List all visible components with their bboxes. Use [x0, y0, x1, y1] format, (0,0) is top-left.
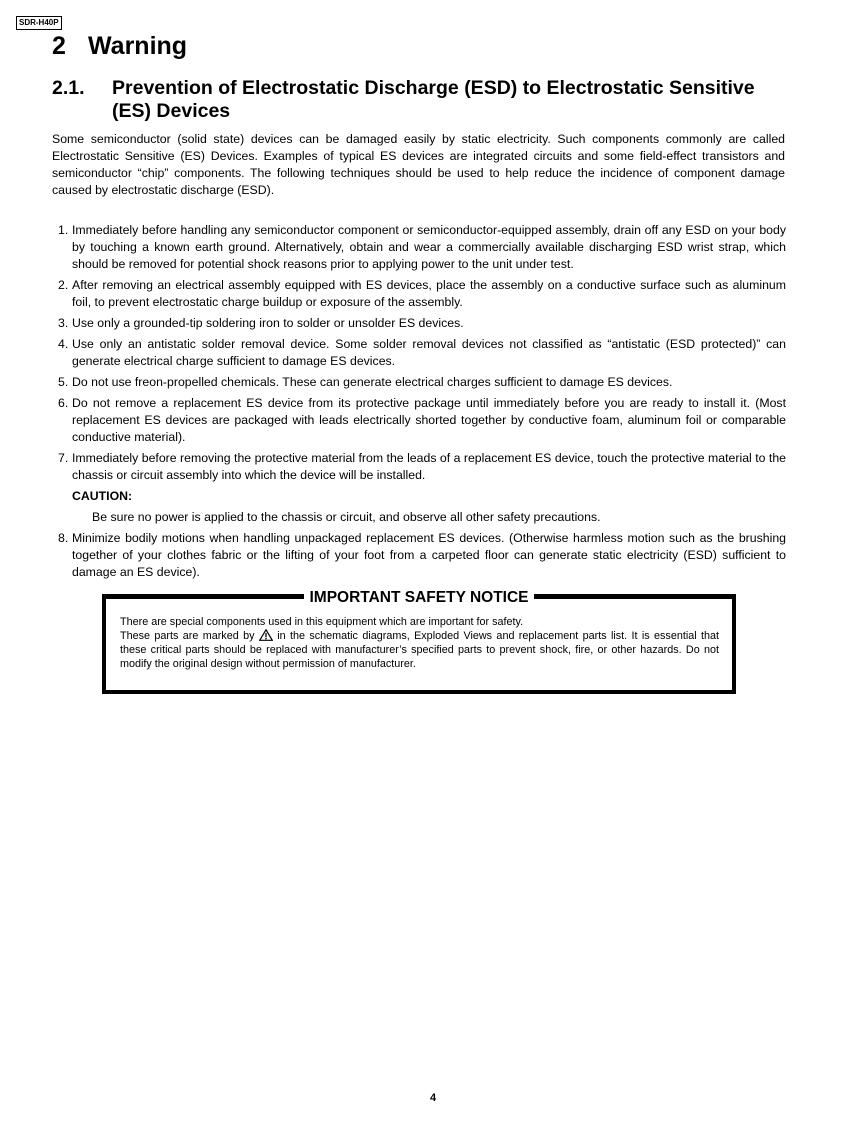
list-item-number: 3.: [58, 316, 69, 330]
list-item-text: Do not use freon-propelled chemicals. These can generate electrical charges sufficient to damage ES devices.: [72, 375, 673, 389]
esd-steps-list: [52, 222, 786, 585]
caution-title: CAUTION:: [72, 489, 133, 503]
list-item: [52, 336, 786, 370]
list-item-number: 7.: [58, 451, 69, 465]
list-item: [52, 450, 786, 526]
safety-notice-text: [120, 615, 719, 671]
safety-notice-title: IMPORTANT SAFETY NOTICE: [106, 589, 732, 606]
list-item: [52, 530, 786, 581]
list-item-text: Minimize bodily motions when handling unpackaged replacement ES devices. (Otherwise harmless motion such as the brushing together of your clothes fabric or the lifting of your foot from a carpeted floor can generate static electricity (ESD) sufficient to damage an ES device).: [72, 531, 786, 579]
list-item-text: Immediately before removing the protective material from the leads of a replacement ES device, touch the protective material to the chassis or circuit assembly into which the device will be installed.: [72, 451, 786, 482]
list-item-number: 4.: [58, 337, 69, 351]
list-item: [52, 315, 786, 332]
list-item-text: After removing an electrical assembly equipped with ES devices, place the assembly on a conductive surface such as aluminum foil, to prevent electrostatic charge buildup or exposure of the assembly.: [72, 278, 786, 309]
list-item-number: 2.: [58, 278, 69, 292]
safety-notice-box: [102, 589, 736, 694]
list-item: [52, 374, 786, 391]
section-title: Warning: [88, 32, 188, 60]
list-item-number: 8.: [58, 531, 69, 545]
notice-line-2b: in the schematic diagrams, Exploded Views and replacement parts list. It is essential that these critical parts should be replaced with manufacturer’s specified parts to prevent shock, fire, or other hazards. Do not modify the original design without permission of manufacturer.: [120, 630, 720, 670]
list-item: [52, 277, 786, 311]
warning-triangle-icon: [259, 629, 273, 641]
intro-paragraph: Some semiconductor (solid state) devices can be damaged easily by static electricity. Such components commonly are called Electrostatic Sensitive (ES) Devices. Examples of typical ES devices are integrated circuits and some field-effect transistors and semiconductor “chip” components. The following techniques should be used to help reduce the incidence of component damage caused by electrostatic discharge (ESD).: [52, 132, 785, 197]
list-item: [52, 395, 786, 446]
notice-line-1: There are special components used in this equipment which are important for safety.: [120, 616, 524, 628]
list-item-number: 1.: [58, 223, 69, 237]
subsection-number: 2.1.: [52, 77, 85, 99]
notice-line-2a: These parts are marked by: [120, 630, 255, 642]
section-heading: [52, 30, 187, 62]
model-tag: SDR-H40P: [16, 16, 62, 30]
list-item: [52, 222, 786, 273]
list-item-text: Use only a grounded-tip soldering iron to solder or unsolder ES devices.: [72, 316, 464, 330]
subsection-title: Prevention of Electrostatic Discharge (ESD) to Electrostatic Sensitive (ES) Devices: [112, 77, 755, 122]
section-number: 2: [52, 32, 66, 60]
list-item-number: 6.: [58, 396, 69, 410]
list-item-text: Use only an antistatic solder removal device. Some solder removal devices not classified as “antistatic (ESD protected)” can generate electrical charge sufficient to damage ES devices.: [72, 337, 786, 368]
page-number: 4: [429, 1092, 437, 1104]
list-item-text: Do not remove a replacement ES device from its protective package until immediately before you are ready to install it. (Most replacement ES devices are packaged with leads electrically shorted together by conductive foam, aluminum foil or comparable conductive material).: [72, 396, 786, 444]
caution-text: Be sure no power is applied to the chassis or circuit, and observe all other safety precautions.: [92, 510, 601, 524]
subsection-heading: [52, 77, 792, 123]
list-item-number: 5.: [58, 375, 69, 389]
list-item-text: Immediately before handling any semiconductor component or semiconductor-equipped assembly, drain off any ESD on your body by touching a known earth ground. Alternatively, obtain and wear a commercially available discharging ESD wrist strap, which should be removed for potential shock reasons prior to applying power to the unit under test.: [72, 223, 786, 271]
